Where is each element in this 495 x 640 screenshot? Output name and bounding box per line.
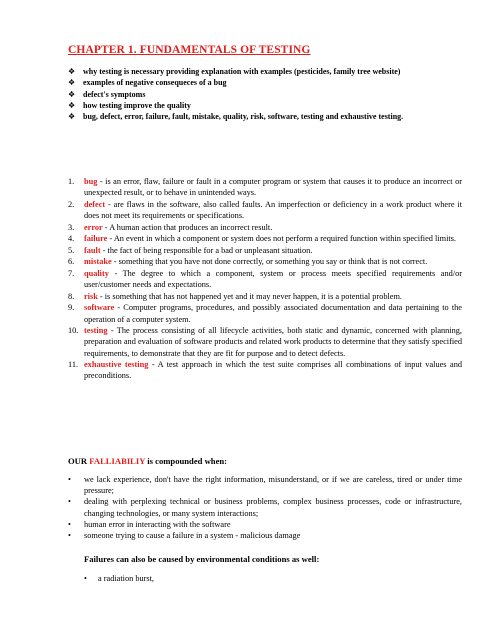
diamond-star-bullet-icon: ❖: [68, 112, 76, 122]
definition-term: mistake: [84, 257, 112, 267]
definition-term: error: [84, 222, 103, 232]
objective-item: ❖ bug, defect, error, failure, fault, mistake, quality, risk, software, testing and exhaustive testing.: [68, 112, 404, 122]
definition-term: risk: [84, 291, 98, 301]
filled-circle-bullet-icon: •: [68, 497, 71, 507]
objectives-list: [68, 66, 464, 122]
filled-circle-bullet-icon: •: [84, 574, 87, 583]
fallibility-heading: OUR FALLIABILIY is compounded when:: [68, 456, 228, 466]
fallibility-list: [68, 474, 462, 541]
definition-item: 11. exhaustive testing - A test approach in which the test suite comprises all combinations of input values and preconditions.: [68, 360, 462, 381]
definition-term: testing: [84, 326, 108, 336]
definition-term: fault: [84, 245, 101, 255]
definition-item: 7. quality - The degree to which a component, system or process meets specified requirements and/or user/customer needs and expectations.: [68, 268, 462, 290]
definition-item: 2. defect - are flaws in the software, also called faults. An imperfection or deficiency in a work product where it does not meet its requirements or specifications.: [68, 199, 462, 220]
definition-term: bug: [84, 177, 98, 186]
diamond-star-bullet-icon: ❖: [68, 67, 76, 76]
objective-item: ❖ defect's symptoms: [68, 89, 146, 99]
definition-term: software: [84, 303, 115, 313]
definition-item: 1. bug - is an error, flaw, failure or fault in a computer program or system that causes it to produce an incorrect or unexpected result, or to behave in unintended ways.: [68, 177, 462, 198]
definition-item: 8. risk - is something that has not happened yet and it may never happen, it is a potential problem.: [68, 291, 402, 301]
definition-item: 4. failure - An event in which a component or system does not perform a required function within specified limits.: [68, 234, 456, 244]
definition-item: 9. software - Computer programs, procedures, and possibly associated documentation and data pertaining to the operation of a computer system.: [68, 303, 462, 324]
definition-item: 10. testing - The process consisting of all lifecycle activities, both static and dynamic, concerned with planning, preparation and evaluation of software products and related work products to determine that they satisfy specified requirements, to demonstrate that they are fit for purpose and to detect defects.: [68, 326, 462, 358]
list-item: • a radiation burst,: [84, 574, 154, 583]
definition-item: 6. mistake - something that you have not done correctly, or something you say or think that is not correct.: [68, 257, 428, 267]
list-item: • we lack experience, don't have the right information, misunderstand, or if we are careless, tired or under time pressure;: [68, 475, 462, 496]
list-item: • someone trying to cause a failure in a system - malicious damage: [68, 531, 301, 541]
list-item: • dealing with perplexing technical or business problems, complex business processes, code or infrastructure, changing technologies, or many system interactions;: [68, 497, 462, 518]
list-item: • human error in interacting with the software: [68, 519, 231, 529]
objective-item: ❖ how testing improve the quality: [68, 100, 191, 110]
diamond-star-bullet-icon: ❖: [68, 100, 76, 110]
objective-item: ❖ examples of negative consequeces of a bug: [68, 78, 227, 88]
definition-term: failure: [84, 234, 108, 244]
definitions-list: [68, 176, 462, 382]
definition-term: quality: [84, 268, 109, 278]
environmental-list: [84, 573, 384, 584]
definition-item: 3. error - A human action that produces an incorrect result.: [68, 222, 273, 232]
filled-circle-bullet-icon: •: [68, 531, 71, 541]
filled-circle-bullet-icon: •: [68, 519, 71, 529]
objective-item: ❖ why testing is necessary providing explanation with examples (pesticides, family tree website): [68, 67, 401, 76]
diamond-star-bullet-icon: ❖: [68, 78, 76, 88]
definition-item: 5. fault - the fact of being responsible for a bad or unpleasant situation.: [68, 245, 313, 255]
diamond-star-bullet-icon: ❖: [68, 89, 76, 99]
chapter-title: CHAPTER 1. FUNDAMENTALS OF TESTING: [68, 44, 311, 56]
filled-circle-bullet-icon: •: [68, 475, 71, 484]
definition-term: defect: [84, 199, 106, 209]
definition-term: exhaustive testing: [84, 360, 149, 370]
environmental-heading: Failures can also be caused by environmental conditions as well:: [84, 554, 320, 564]
